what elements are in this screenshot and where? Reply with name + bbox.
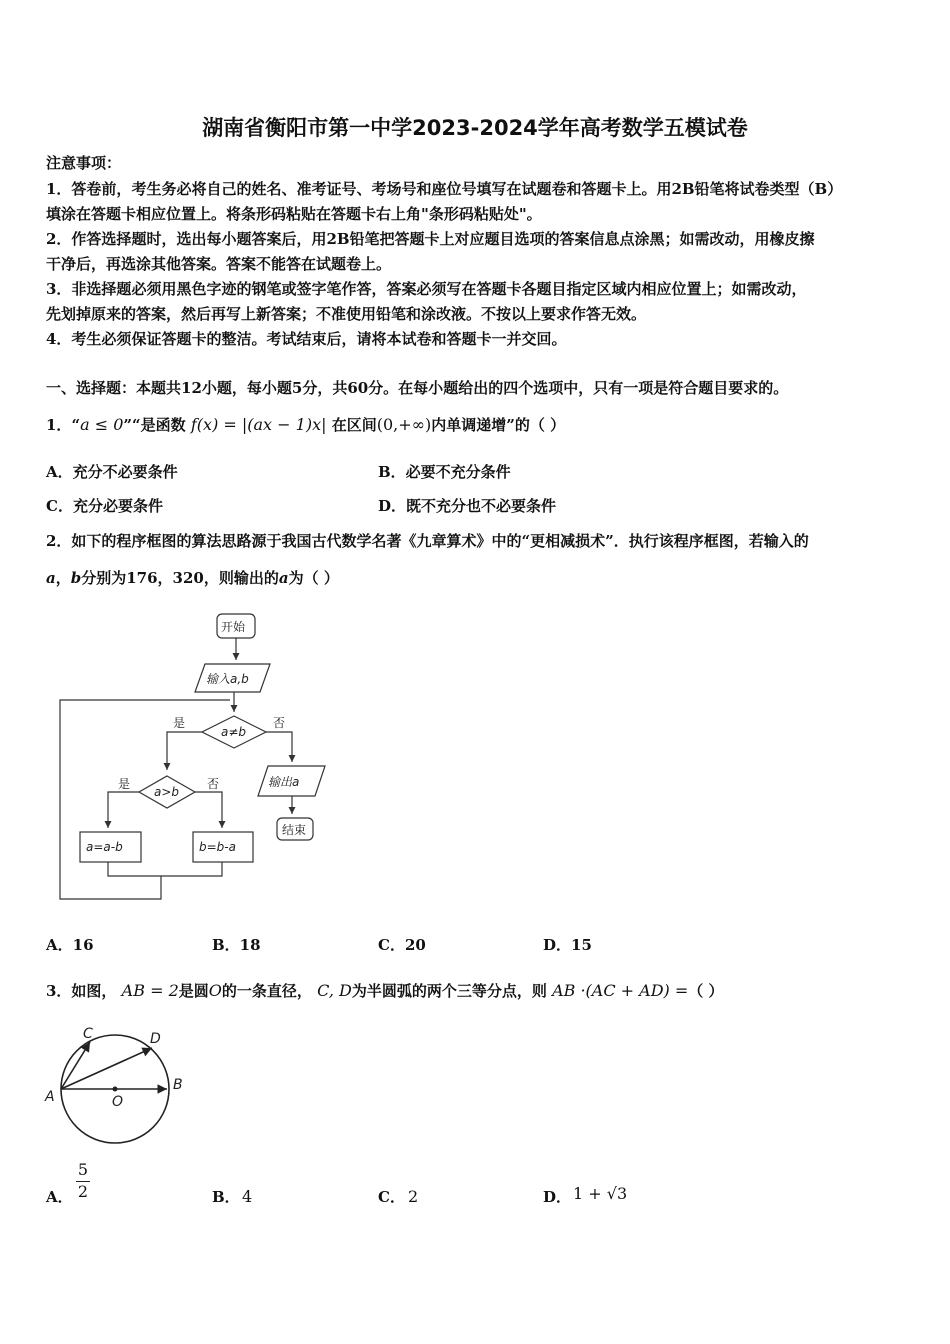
question-3 [46, 980, 724, 1001]
flow-yes-label: 是 [173, 716, 186, 730]
q3-o: O [208, 981, 222, 1000]
q3-option-a-label: A． [46, 1188, 73, 1206]
q2-var-a: a [46, 569, 56, 587]
point-o-label: O [112, 1094, 124, 1110]
flow-no2-label: 否 [207, 777, 220, 791]
flow-box-right-label: b=b-a [199, 840, 236, 854]
circle-figure [40, 1020, 200, 1150]
q3-option-c-value: 2 [408, 1187, 419, 1206]
page-title: 湖南省衡阳市第一中学2023-2024学年高考数学五模试卷 [202, 116, 748, 140]
flow-cond1-label: a≠b [221, 725, 247, 739]
q3-option-d-label: D． [543, 1188, 572, 1206]
q1-option-d: D．既不充分也不必要条件 [378, 497, 557, 515]
q1-option-a: A．充分不必要条件 [46, 463, 178, 481]
flow-no-label: 否 [273, 716, 286, 730]
point-a-label: A [45, 1089, 55, 1105]
notes-line: 1．答卷前，考生务必将自己的姓名、准考证号、考场号和座位号填写在试题卷和答题卡上。用2B铅笔将试卷类型（B） [46, 180, 843, 198]
q1-option-b: B．必要不充分条件 [378, 463, 511, 481]
flow-yes2-label: 是 [118, 777, 131, 791]
notes-line: 填涂在答题卡相应位置上。将条形码粘贴在答题卡右上角"条形码粘贴处"。 [46, 205, 542, 223]
section-heading: 一、选择题：本题共12小题，每小题5分，共60分。在每小题给出的四个选项中，只有一项是符合题目要求的。 [46, 379, 789, 397]
q1-open: “ [71, 416, 81, 434]
q3-cd: C, D [317, 981, 352, 1000]
q1-num: 1． [46, 416, 72, 434]
flow-end-label: 结束 [282, 823, 307, 837]
flow-cond2-label: a>b [154, 785, 180, 799]
q2-option-c: C．20 [378, 936, 426, 954]
q1-option-c: C．充分必要条件 [46, 497, 163, 515]
point-b-label: B [173, 1077, 183, 1093]
flow-start-label: 开始 [221, 620, 246, 634]
notes-line: 先划掉原来的答案，然后再写上新答案；不准使用铅笔和涂改液。不按以上要求作答无效。 [46, 305, 647, 323]
q3-ab: AB = 2 [121, 981, 179, 1000]
q2-option-d: D．15 [543, 936, 592, 954]
q3-end: （ ） [688, 982, 724, 1000]
q3-option-a-fraction [76, 1160, 90, 1201]
question-1 [46, 414, 565, 435]
q3-pre: 3．如图， [46, 982, 117, 1000]
q3-expr: AB ·(AC + AD) = [552, 981, 689, 1000]
q3-option-a-numerator: 5 [77, 1160, 89, 1179]
q3-option-a-denominator: 2 [77, 1182, 89, 1201]
notes-line: 干净后，再选涂其他答案。答案不能答在试题卷上。 [46, 255, 392, 273]
q1-mid: ”“是函数 [123, 416, 186, 434]
q2-var-a2: a [278, 569, 289, 587]
q3-mid3: 为半圆弧的两个三等分点，则 [351, 982, 547, 1000]
flow-output-label: 输出a [268, 775, 300, 789]
notes-line: 3．非选择题必须用黑色字迹的钢笔或签字笔作答，答案必须写在答题卡各题目指定区域内相应位置上；如需改动， [46, 280, 807, 298]
q2-option-a: A．16 [46, 936, 94, 954]
q1-end: 内单调递增”的（ ） [431, 416, 566, 434]
q2-end: 为（ ） [288, 569, 339, 587]
notes-line: 4．考生必须保证答题卡的整洁。考试结束后，请将本试卷和答题卡一并交回。 [46, 330, 567, 348]
q2-rest: 分别为176，320，则输出的 [81, 569, 279, 587]
q1-condition: a ≤ 0 [80, 415, 124, 434]
point-d-label: D [150, 1031, 161, 1047]
q2-sep: ， [55, 569, 71, 587]
notes-label: 注意事项： [46, 154, 122, 172]
q2-option-b: B．18 [212, 936, 261, 954]
q3-option-b-label: B． [212, 1188, 240, 1206]
question-2-line1: 2．如下的程序框图的算法思路源于我国古代数学名著《九章算术》中的“更相减损术”．执行该程序框图，若输入的 [46, 532, 809, 550]
q1-interval: (0,+∞) [376, 415, 432, 434]
point-c-label: C [83, 1026, 93, 1042]
q3-option-c-label: C． [378, 1188, 405, 1206]
flow-box-left-label: a=a-b [86, 840, 123, 854]
q3-mid2: 的一条直径， [221, 982, 312, 1000]
notes-line: 2．作答选择题时，选出每小题答案后，用2B铅笔把答题卡上对应题目选项的答案信息点涂黑；如需改动，用橡皮擦 [46, 230, 815, 248]
q1-function: f(x) = |(ax − 1)x| [190, 415, 327, 434]
q2-var-b: b [70, 569, 82, 587]
q3-option-d-value: 1 + √3 [573, 1184, 628, 1203]
question-2-line2 [46, 567, 339, 588]
q3-option-b-value: 4 [242, 1187, 253, 1206]
q3-mid1: 是圆 [178, 982, 209, 1000]
q1-interval-pre: 在区间 [331, 416, 377, 434]
center-point [113, 1087, 118, 1092]
flowchart [55, 608, 345, 908]
flow-input-label: 输入a,b [206, 672, 249, 686]
